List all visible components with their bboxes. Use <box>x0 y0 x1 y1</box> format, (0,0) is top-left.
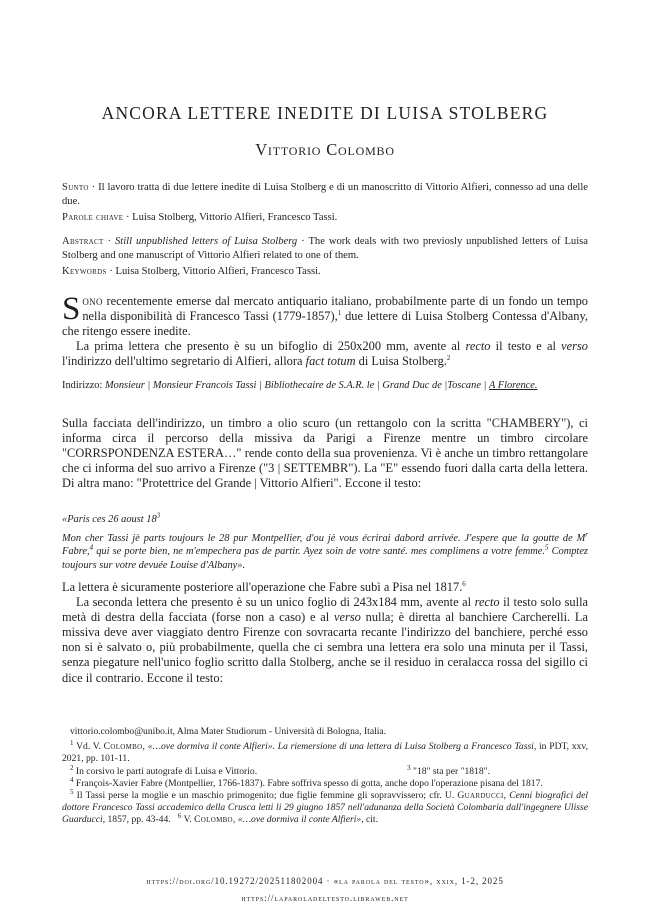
article-author: Vittorio Colombo <box>255 140 395 159</box>
verso-italic: verso <box>561 339 588 354</box>
sunto-label: Sunto <box>62 182 89 193</box>
address-destination: A Florence. <box>489 380 538 391</box>
abstract-text: The work deals with two previosly unpublished letters of Luisa Stolberg and one manuscript of Vittorio Alfieri related to one of them. <box>62 236 588 262</box>
footnote-ref-3[interactable]: 3 <box>156 511 161 520</box>
footnote-1: $^1$ Vd. V. Colombo, «…ove dormiva il conte Alfieri». La riemersione di una lettera di Luisa Stolberg a Francesco Tassi, in PDT, xxv, 2021, pp. 101-11. <box>62 739 588 765</box>
recto-italic: recto <box>474 595 500 610</box>
body-paragraph-1 <box>62 291 589 369</box>
footnote-2: $^2$ In corsivo le parti autografe di Luisa e Vittorio. <box>70 763 258 777</box>
footnote-ref-4[interactable]: 4 <box>89 543 94 552</box>
body-text: Sulla facciata dell'indirizzo, un timbro a olio scuro (un rettangolo con la scritta "CHAMBERY"), ci informa circa il percorso della missiva da Parigi a Firenze mentre un timbro circolare "CORRSPONDENZA ESTERA…" rende conto della sua provenienza. Vi è anche un timbro rettangolare che ci informa del suo arrivo a Firenze ("3 | SETTEMBR"). La "E" essendo fuori dalla carta della lettera. Di altra mano: "Protettrice del Grande | Vittorio Alfieri". Eccone il testo: <box>62 416 588 491</box>
body-paragraph-2: La prima lettera che presento è su un bifoglio di 250x200 mm, avente al recto il testo e al verso l'indirizzo dell'ultimo segretario di Alfieri, allora fact totum di Luisa Stolberg.$^2$ <box>62 339 588 369</box>
address-label: Indirizzo: <box>62 380 103 391</box>
footnote-5: $^5$ Il Tassi perse la moglie e un maschio primogenito; due figlie femmine gli sopravvissero; cfr. U. Guarducci, Cenni biografici del dottore Francesco Tassi accademico della Crusca letti li 29 giugno 1857 nell'adunanza della Società Colombaria dall'ingegnere Ulisse Guarducci, 1857, pp. 43-44. $^6$ V. Colombo, «…ove dormiva il conte Alfieri», cit. <box>62 787 589 826</box>
abstract-en: Abstract · Still unpublished letters of Luisa Stolberg · The work deals with two previosly unpublished letters of Luisa Stolberg and one manuscript of Vittorio Alfieri related to one of them. <box>62 236 588 262</box>
body-text: recentemente emerse dal mercato antiquario italiano, probabilmente parte di un fondo un tempo nella disponibilità di Francesco Tassi (1779-1857), <box>82 294 589 324</box>
keywords-label: Keywords <box>62 266 107 277</box>
recto-italic: recto <box>465 339 491 354</box>
parole-chiave-text: Luisa Stolberg, Vittorio Alfieri, Francesco Tassi. <box>132 212 338 223</box>
abstract-title: Still unpublished letters of Luisa Stolberg <box>114 236 298 247</box>
footnote-ref-6[interactable]: 6 <box>462 579 466 588</box>
body-text: due lettere di Luisa Stolberg Contessa d'Albany, che ritengo essere inedite. <box>62 309 588 339</box>
drop-cap: S <box>62 291 81 327</box>
fact-totum-italic: fact totum <box>305 354 356 369</box>
affiliation: vittorio.colombo@unibo.it, Alma Mater Studiorum - Università di Bologna, Italia. <box>70 726 387 737</box>
sunto-text: Il lavoro tratta di due lettere inedite di Luisa Stolberg e di un manoscritto di Vittorio Alfieri, connesso ad una delle due. <box>62 182 588 208</box>
quote-opening: «Paris ces 26 aoust 18 <box>62 514 157 525</box>
body-paragraph-3 <box>62 416 588 491</box>
footnote-ref-5[interactable]: 5 <box>544 543 549 552</box>
opening-smallcaps: ono <box>82 294 103 308</box>
footnote-3: $^3$ "18" sta per "1818". <box>407 763 490 777</box>
address-block <box>62 379 588 393</box>
sunto: Sunto · Il lavoro tratta di due lettere inedite di Luisa Stolberg e di un manoscritto di Vittorio Alfieri, connesso ad una delle due. <box>62 182 588 208</box>
letter-quote-1: «Paris ces 26 aoust $18^3$ Mon cher Tassi jè parts toujours le 28 pur Montpellier, d'ou jè vous écrirai dabord arrivée. J'espere que la goutte de $M^r$ Fabre,$^4$ qui se porte bien, ne m'empechera pas de partir. Ayez soin de votre santé. mes complimens a votre femme.$^5$ Comptez toujours sur votre devuée Louise d'Albany». <box>62 511 588 571</box>
superscript-r: r <box>585 530 588 539</box>
footnote-ref-2[interactable]: 2 <box>446 354 451 363</box>
footer-url: https://laparoladeltesto.libraweb.net <box>241 893 409 903</box>
verso-italic: verso <box>334 610 361 625</box>
footnote-6: $^6$ V. Colombo, «…ove dormiva il conte Alfieri», cit. <box>177 812 378 826</box>
keywords-text: Luisa Stolberg, Vittorio Alfieri, Francesco Tassi. <box>115 266 321 277</box>
footer-doi: https://doi.org/10.19272/202511802004 · «la parola del testo», xxix, 1-2, 2025 <box>146 876 504 886</box>
body-text: La lettera è sicuramente posteriore all'operazione che Fabre subì a Pisa nel 1817. <box>62 580 463 594</box>
address-text: Monsieur | Monsieur Francois Tassi | Bibliothecaire de S.A.R. le | Grand Duc de |Toscane | <box>105 380 487 391</box>
parole-chiave: Parole chiave · Luisa Stolberg, Vittorio Alfieri, Francesco Tassi. <box>62 212 338 223</box>
footnote-ref-1[interactable]: 1 <box>337 308 342 317</box>
footnotes-2-3 <box>62 763 490 778</box>
footnote-4: $^4$ François-Xavier Fabre (Montpellier, 1766-1837). Fabre soffriva spesso di gotta, anche dopo l'operazione pisana del 1817. <box>70 775 543 789</box>
body-paragraph-4 <box>62 580 588 686</box>
abstract-label: Abstract <box>62 236 104 247</box>
parole-chiave-label: Parole chiave <box>62 212 124 223</box>
footnotes <box>62 726 588 827</box>
keywords: Keywords · Luisa Stolberg, Vittorio Alfieri, Francesco Tassi. <box>62 266 321 277</box>
article-title: ANCORA LETTERE INEDITE DI LUISA STOLBERG <box>101 103 549 123</box>
body-paragraph-5: La seconda lettera che presento è su un unico foglio di 243x184 mm, avente al recto il testo solo sulla metà di destra della facciata (forse non a caso) e al verso nulla; è diretta al banchiere Carcherelli. La missiva deve aver viaggiato dentro Firenze con sovracarta recante l'indirizzo del banchiere, perché esso non si è salvato o, più probabilmente, quella che ci sembra una lettera era solo una minuta per il Tassi, senza piegature nell'unico foglio scritto dalla Stolberg, anche se il residuo in ceralacca rossa del sigillo ci dice il contrario. Eccone il testo: <box>62 595 589 685</box>
